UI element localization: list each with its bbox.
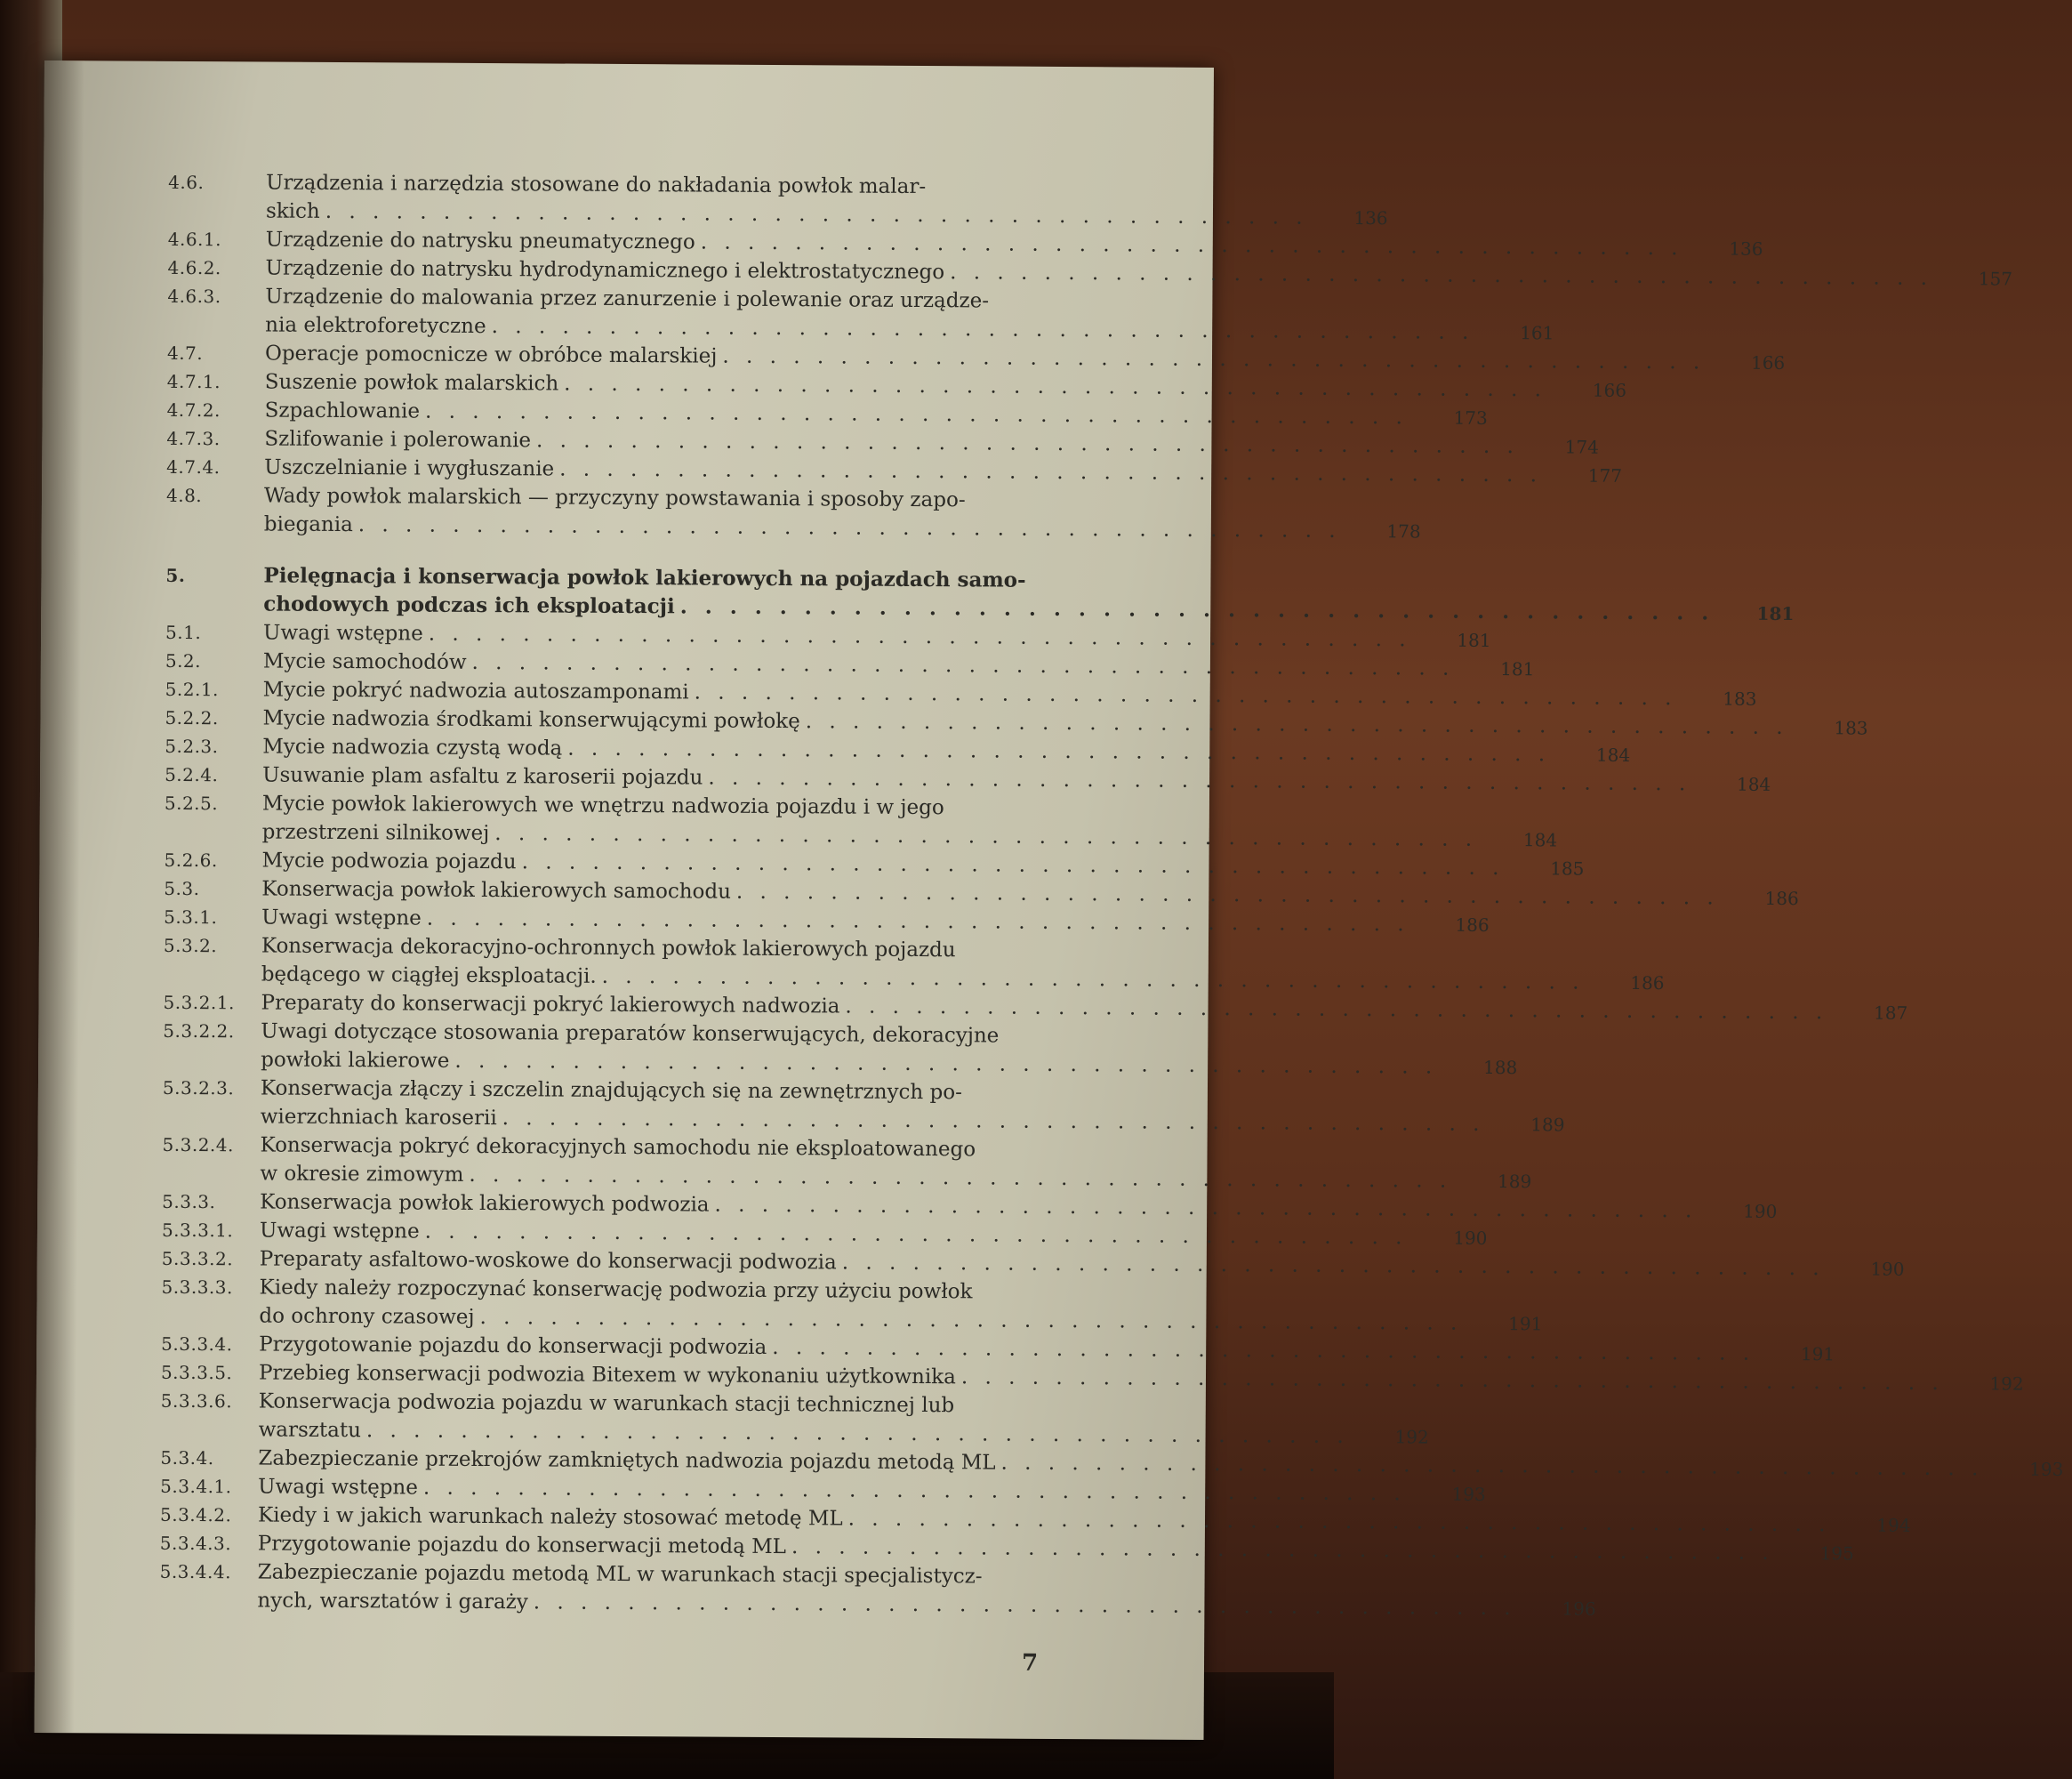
toc-entry-title: Uwagi wstępne	[258, 1475, 418, 1500]
toc-entry-number: 4.8.	[165, 484, 203, 507]
toc-entry-page: 166	[1750, 351, 1786, 374]
leader-dots: . . . . . . . . . . . . . . . . . . . . . . . . . . . . . . . . . . . . . . . . . .	[805, 710, 1788, 739]
leader-dots: . . . . . . . . . . . . . . . . . . . . . . . . . . . . . . . . . . . . . . . . . .	[567, 737, 1551, 767]
toc-entry-title: Preparaty asfaltowo-woskowe do konserwacji podwozia	[259, 1247, 837, 1275]
toc-entry-page: 177	[1587, 464, 1623, 487]
toc-entry-title: Uszczelnianie i wygłuszanie	[264, 455, 555, 481]
toc-entry	[165, 481, 1421, 544]
toc-entry-page: 193	[1451, 1483, 1486, 1505]
leader-dots: . . . . . . . . . . . . . . . . . . . . . . . . . . . . . . . . . . . . . . . . . .	[708, 766, 1691, 796]
toc-entry-page: 194	[1876, 1514, 1911, 1536]
toc-entry-title-line: Mycie powłok lakierowych we wnętrzu nadwozia pojazdu i w jego	[261, 792, 944, 820]
toc-entry-number: 5.3.3.3.	[161, 1276, 233, 1299]
toc-entry-number: 5.	[165, 564, 186, 586]
toc-entry-title: Urządzenie do natrysku pneumatycznego	[265, 228, 695, 254]
toc-entry-title: nych, warsztatów i garaży	[257, 1589, 528, 1614]
toc-entry-title: Uwagi wstępne	[263, 621, 423, 646]
leader-dots: . . . . . . . . . . . . . . . . . . . . . . . . . . . . . . . . . . . . . . . . . .	[841, 1251, 1825, 1281]
leader-dots: . . . . . . . . . . . . . . . . . . . . . . . . . . . . . . . . . . . . . . . . . .	[521, 850, 1505, 881]
toc-entry-number: 5.1.	[165, 621, 202, 644]
toc-entry-number: 4.7.2.	[166, 398, 221, 422]
toc-entry-number: 4.7.1.	[166, 370, 221, 393]
toc-entry-number: 4.7.3.	[166, 427, 221, 450]
page-number: 7	[1021, 1649, 1039, 1677]
toc-entry-number: 4.7.	[166, 342, 204, 365]
toc-entry-page: 174	[1564, 436, 1599, 458]
toc-entry-title: Suszenie powłok malarskich	[264, 370, 559, 396]
toc-entry-number: 5.3.1.	[164, 906, 218, 929]
leader-dots: . . . . . . . . . . . . . . . . . . . . . . . . . . . . . . . . . . . . . . . . . .	[559, 457, 1543, 487]
toc-entry-page: 196	[1562, 1598, 1596, 1620]
toc-entry-page: 191	[1800, 1343, 1835, 1365]
toc-entry-number: 4.6.1.	[167, 228, 222, 251]
toc-entry-title: Uwagi wstępne	[259, 1219, 420, 1244]
toc-entry-number: 5.3.2.4.	[162, 1133, 234, 1156]
toc-entry-number: 5.3.2.3.	[162, 1076, 235, 1099]
table-of-contents	[159, 168, 2064, 1621]
toc-entry-number: 5.3.4.	[160, 1446, 214, 1469]
toc-entry-number: 5.3.4.4.	[159, 1560, 232, 1583]
leader-dots: . . . . . . . . . . . . . . . . . . . . . . . . . . . . . . . . . . . . . . . . . .	[679, 594, 1715, 625]
toc-entry-title-line: Konserwacja pokryć dekoracyjnych samochodu nie eksploatowanego	[260, 1133, 976, 1162]
toc-entry-number: 5.3.3.2.	[161, 1247, 234, 1270]
toc-entry-title: skich	[265, 199, 320, 223]
toc-entry-number: 5.3.3.5.	[160, 1361, 233, 1384]
toc-entry-page: 186	[1455, 914, 1490, 936]
leader-dots: . . . . . . . . . . . . . . . . . . . . . . . . . . . . . . . . . . . . . . . . . .	[426, 906, 1409, 937]
toc-entry-title: Przebieg konserwacji podwozia Bitexem w wykonaniu użytkownika	[258, 1361, 956, 1389]
toc-entry-title: do ochrony czasowej	[259, 1304, 475, 1329]
leader-dots: . . . . . . . . . . . . . . . . . . . . . . . . . . . . . . . . . . . . . . . . . .	[694, 680, 1677, 711]
toc-entry-page: 181	[1500, 657, 1535, 680]
toc-entry-number: 4.6.2.	[167, 256, 221, 279]
toc-entry-title-line: Urządzenie do malowania przez zanurzenie i polewanie oraz urządze-	[265, 285, 990, 313]
leader-dots: . . . . . . . . . . . . . . . . . . . . . . . . . . . . . . . . . . . . . . . . . .	[950, 261, 1933, 290]
toc-entry-number: 5.3.	[164, 877, 200, 900]
leader-dots: . . . . . . . . . . . . . . . . . . . . . . . . . . . . . . . . . . . . . . . . . .	[428, 622, 1411, 652]
toc-entry-title: Preparaty do konserwacji pokryć lakierowych nadwozia	[261, 991, 840, 1018]
toc-entry	[159, 1558, 1596, 1621]
toc-entry-title: Szlifowanie i polerowanie	[264, 427, 532, 453]
toc-entry-title: Konserwacja powłok lakierowych samochodu	[261, 877, 732, 904]
toc-entry-title-line: Wady powłok malarskich — przyczyny powstawania i sposoby zapo-	[263, 484, 966, 512]
leader-dots: . . . . . . . . . . . . . . . . . . . . . . . . . . . . . . . . . . . . . . . . . .	[533, 1590, 1516, 1621]
toc-entry-title: Urządzenie do natrysku hydrodynamicznego i elektrostatycznego	[265, 256, 945, 285]
toc-entry-page: 193	[2029, 1458, 2064, 1480]
toc-entry-title: w okresie zimowym	[260, 1162, 464, 1187]
toc-entry	[162, 1074, 1565, 1137]
toc-entry-number: 5.3.4.2.	[159, 1503, 232, 1526]
toc-entry-page: 185	[1550, 857, 1585, 880]
toc-entry-page: 181	[1756, 602, 1795, 625]
toc-entry-title: Mycie pokryć nadwozia autoszamponami	[262, 678, 689, 704]
leader-dots: . . . . . . . . . . . . . . . . . . . . . . . . . . . . . . . . . . . . . . . . . .	[325, 199, 1308, 229]
toc-entry-page: 184	[1522, 829, 1558, 851]
toc-entry	[160, 1387, 1429, 1450]
toc-entry-page: 187	[1873, 1002, 1908, 1024]
leader-dots: . . . . . . . . . . . . . . . . . . . . . . . . . . . . . . . . . . . . . . . . . .	[424, 399, 1408, 430]
toc-entry-number: 5.3.3.6.	[160, 1389, 233, 1413]
toc-entry-page: 183	[1723, 688, 1757, 710]
toc-entry-number: 5.2.4.	[165, 763, 219, 786]
leader-dots: . . . . . . . . . . . . . . . . . . . . . . . . . . . . . . . . . . . . . . . . . .	[479, 1306, 1463, 1335]
toc-entry-number: 5.3.3.	[162, 1190, 216, 1213]
toc-entry-title: Szpachlowanie	[264, 398, 421, 423]
toc-entry-title: przestrzeni silnikowej	[261, 820, 490, 846]
toc-entry-number: 4.6.	[168, 171, 205, 194]
toc-entry-number: 5.3.3.4.	[161, 1332, 233, 1356]
toc-entry-number: 5.3.4.3.	[159, 1532, 232, 1555]
toc-entry-title-line: Konserwacja dekoracyjno-ochronnych powłok lakierowych pojazdu	[261, 934, 956, 962]
toc-entry-title: nia elektroforetyczne	[265, 313, 486, 339]
toc-entry-page: 183	[1834, 717, 1868, 739]
toc-entry-page: 190	[1453, 1227, 1488, 1249]
leader-dots: . . . . . . . . . . . . . . . . . . . . . . . . . . . . . . . . . . . . . . . . . .	[502, 1107, 1485, 1136]
toc-entry-number: 5.3.2.	[163, 934, 218, 957]
leader-dots: . . . . . . . . . . . . . . . . . . . . . . . . . . . . . . . . . . . . . . . . . .	[454, 1049, 1438, 1079]
leader-dots: . . . . . . . . . . . . . . . . . . . . . . . . . . . . . . . . . . . . . . . . . .	[847, 1507, 1831, 1537]
leader-dots: . . . . . . . . . . . . . . . . . . . . . . . . . . . . . . . . . . . . . . . . . .	[491, 315, 1474, 344]
book-page	[35, 60, 2064, 1740]
leader-dots: . . . . . . . . . . . . . . . . . . . . . . . . . . . . . . . . . . . . . . . . . .	[714, 1193, 1698, 1223]
leader-dots: . . . . . . . . . . . . . . . . . . . . . . . . . . . . . . . . . . . . . . . . . .	[1000, 1451, 1984, 1481]
toc-entry-title: wierzchniach karoserii	[260, 1105, 497, 1131]
leader-dots: . . . . . . . . . . . . . . . . . . . . . . . . . . . . . . . . . . . . . . . . . .	[536, 429, 1519, 459]
leader-dots: . . . . . . . . . . . . . . . . . . . . . . . . . . . . . . . . . . . . . . . . . .	[424, 1220, 1408, 1250]
toc-entry-page: 189	[1530, 1114, 1565, 1136]
toc-entry-page: 190	[1743, 1200, 1778, 1222]
toc-entry-title: Operacje pomocnicze w obróbce malarskiej	[264, 342, 718, 368]
toc-entry-title: będącego w ciągłej eksploatacji.	[261, 962, 597, 988]
toc-entry-page: 195	[1819, 1542, 1854, 1565]
toc-entry	[163, 1017, 1518, 1080]
toc-entry-title: Mycie podwozia pojazdu	[261, 849, 517, 874]
toc-entry-page: 191	[1508, 1313, 1543, 1335]
leader-dots: . . . . . . . . . . . . . . . . . . . . . . . . . . . . . . . . . . . . . . . . . .	[471, 650, 1455, 680]
toc-entry-title: Usuwanie plam asfaltu z karoserii pojazdu	[262, 763, 703, 790]
toc-entry-number: 5.3.3.1.	[161, 1219, 234, 1242]
toc-entry-title: Konserwacja powłok lakierowych podwozia	[260, 1190, 710, 1217]
leader-dots: . . . . . . . . . . . . . . . . . . . . . . . . . . . . . . . . . . . . . . . . . .	[960, 1365, 1944, 1396]
leader-dots: . . . . . . . . . . . . . . . . . . . . . . . . . . . . . . . . . . . . . . . . . .	[791, 1535, 1774, 1565]
toc-entry-number: 5.2.2.	[165, 706, 219, 729]
toc-entry-page: 190	[1870, 1258, 1905, 1280]
leader-dots: . . . . . . . . . . . . . . . . . . . . . . . . . . . . . . . . . . . . . . . . . .	[700, 230, 1683, 261]
toc-entry-number: 4.6.3.	[167, 285, 221, 308]
toc-entry-title: Zabezpieczanie przekrojów zamkniętych nadwozia pojazdu metodą ML	[258, 1446, 996, 1475]
toc-entry-number: 5.3.2.2.	[163, 1019, 235, 1042]
toc-entry-page: 189	[1498, 1170, 1532, 1193]
leader-dots: . . . . . . . . . . . . . . . . . . . . . . . . . . . . . . . . . . . . . . . . . .	[564, 372, 1547, 402]
toc-entry-title: biegania	[263, 512, 353, 537]
toc-entry-title: Mycie samochodów	[262, 649, 467, 674]
toc-entry-page: 184	[1736, 773, 1771, 795]
toc-entry-page: 157	[1978, 268, 2013, 290]
toc-entry-number: 4.7.4.	[166, 455, 221, 479]
toc-entry-page: 161	[1520, 322, 1554, 344]
leader-dots: . . . . . . . . . . . . . . . . . . . . . . . . . . . . . . . . . . . . . . . . . .	[772, 1336, 1755, 1365]
toc-entry	[168, 168, 1388, 231]
toc-entry-page: 181	[1457, 629, 1491, 651]
toc-entry-page: 192	[1989, 1372, 2024, 1395]
toc-entry-page: 186	[1630, 971, 1665, 994]
toc-entry-title-line: Konserwacja złączy i szczelin znajdujących się na zewnętrznych po-	[260, 1076, 963, 1105]
toc-entry-page: 166	[1592, 379, 1627, 401]
leader-dots: . . . . . . . . . . . . . . . . . . . . . . . . . . . . . . . . . . . . . . . . . .	[422, 1476, 1406, 1506]
leader-dots: . . . . . . . . . . . . . . . . . . . . . . . . . . . . . . . . . . . . . . . . . .	[601, 964, 1585, 994]
toc-entry-number: 5.3.4.1.	[160, 1475, 232, 1498]
toc-entry-title-line: Uwagi dotyczące stosowania preparatów konserwujących, dekoracyjne	[261, 1019, 1000, 1048]
leader-dots: . . . . . . . . . . . . . . . . . . . . . . . . . . . . . . . . . . . . . . . . . .	[722, 344, 1706, 374]
toc-entry-title: Mycie nadwozia środkami konserwującymi powłokę	[262, 706, 800, 734]
toc-entry-page: 192	[1394, 1426, 1429, 1448]
toc-entry-title-line: Urządzenia i narzędzia stosowane do nakładania powłok malar-	[266, 171, 927, 199]
toc-entry	[165, 561, 1795, 625]
toc-entry-title: Mycie nadwozia czystą wodą	[262, 735, 563, 761]
toc-entry-number: 5.2.6.	[164, 849, 218, 872]
toc-entry	[167, 282, 1554, 345]
toc-entry-page: 136	[1353, 206, 1388, 229]
leader-dots: . . . . . . . . . . . . . . . . . . . . . . . . . . . . . . . . . . . . . . . . . .	[469, 1163, 1452, 1193]
toc-entry-title: powłoki lakierowe	[261, 1048, 450, 1073]
toc-entry-title-line: Konserwacja podwozia pojazdu w warunkach stacji technicznej lub	[258, 1389, 955, 1418]
leader-dots: . . . . . . . . . . . . . . . . . . . . . . . . . . . . . . . . . . . . . . . . . .	[357, 513, 1341, 543]
toc-entry-title: Kiedy i w jakich warunkach należy stosować metodę ML	[257, 1503, 843, 1531]
toc-entry-number: 5.3.2.1.	[163, 991, 235, 1014]
toc-entry-title-line: Zabezpieczanie pojazdu metodą ML w warunkach stacji specjalistycz-	[257, 1560, 983, 1589]
toc-entry-page: 186	[1764, 887, 1799, 910]
toc-entry-title: Uwagi wstępne	[261, 906, 422, 930]
toc-entry-title-line: Kiedy należy rozpoczynać konserwację podwozia przy użyciu powłok	[259, 1276, 973, 1304]
leader-dots: . . . . . . . . . . . . . . . . . . . . . . . . . . . . . . . . . . . . . . . . . .	[494, 822, 1478, 851]
leader-dots: . . . . . . . . . . . . . . . . . . . . . . . . . . . . . . . . . . . . . . . . . .	[845, 994, 1828, 1025]
toc-entry-title: chodowych podczas ich eksploatacji	[263, 592, 675, 619]
leader-dots: . . . . . . . . . . . . . . . . . . . . . . . . . . . . . . . . . . . . . . . . . .	[365, 1419, 1349, 1448]
toc-entry	[164, 789, 1558, 852]
toc-entry	[162, 1131, 1532, 1194]
toc-entry-number: 5.2.3.	[165, 735, 219, 758]
toc-entry-page: 178	[1386, 520, 1421, 543]
toc-entry-page: 136	[1729, 237, 1763, 260]
toc-entry-title-line: Pielęgnacja i konserwacja powłok lakierowych na pojazdach samo-	[263, 563, 1026, 592]
toc-entry-number: 5.2.5.	[164, 792, 219, 815]
toc-entry	[161, 1273, 1543, 1336]
toc-entry-title: warsztatu	[258, 1418, 362, 1443]
toc-entry-title: Przygotowanie pojazdu do konserwacji podwozia	[259, 1332, 767, 1359]
toc-entry-number: 5.2.1.	[165, 678, 220, 701]
toc-entry-page: 173	[1453, 407, 1488, 429]
leader-dots: . . . . . . . . . . . . . . . . . . . . . . . . . . . . . . . . . . . . . . . . . .	[735, 880, 1719, 910]
toc-entry-page: 184	[1595, 744, 1631, 766]
toc-entry-title: Przygotowanie pojazdu do konserwacji metodą ML	[257, 1532, 787, 1559]
toc-entry-number: 5.2.	[165, 649, 202, 672]
toc-entry-page: 188	[1482, 1056, 1518, 1079]
toc-entry	[163, 931, 1665, 994]
